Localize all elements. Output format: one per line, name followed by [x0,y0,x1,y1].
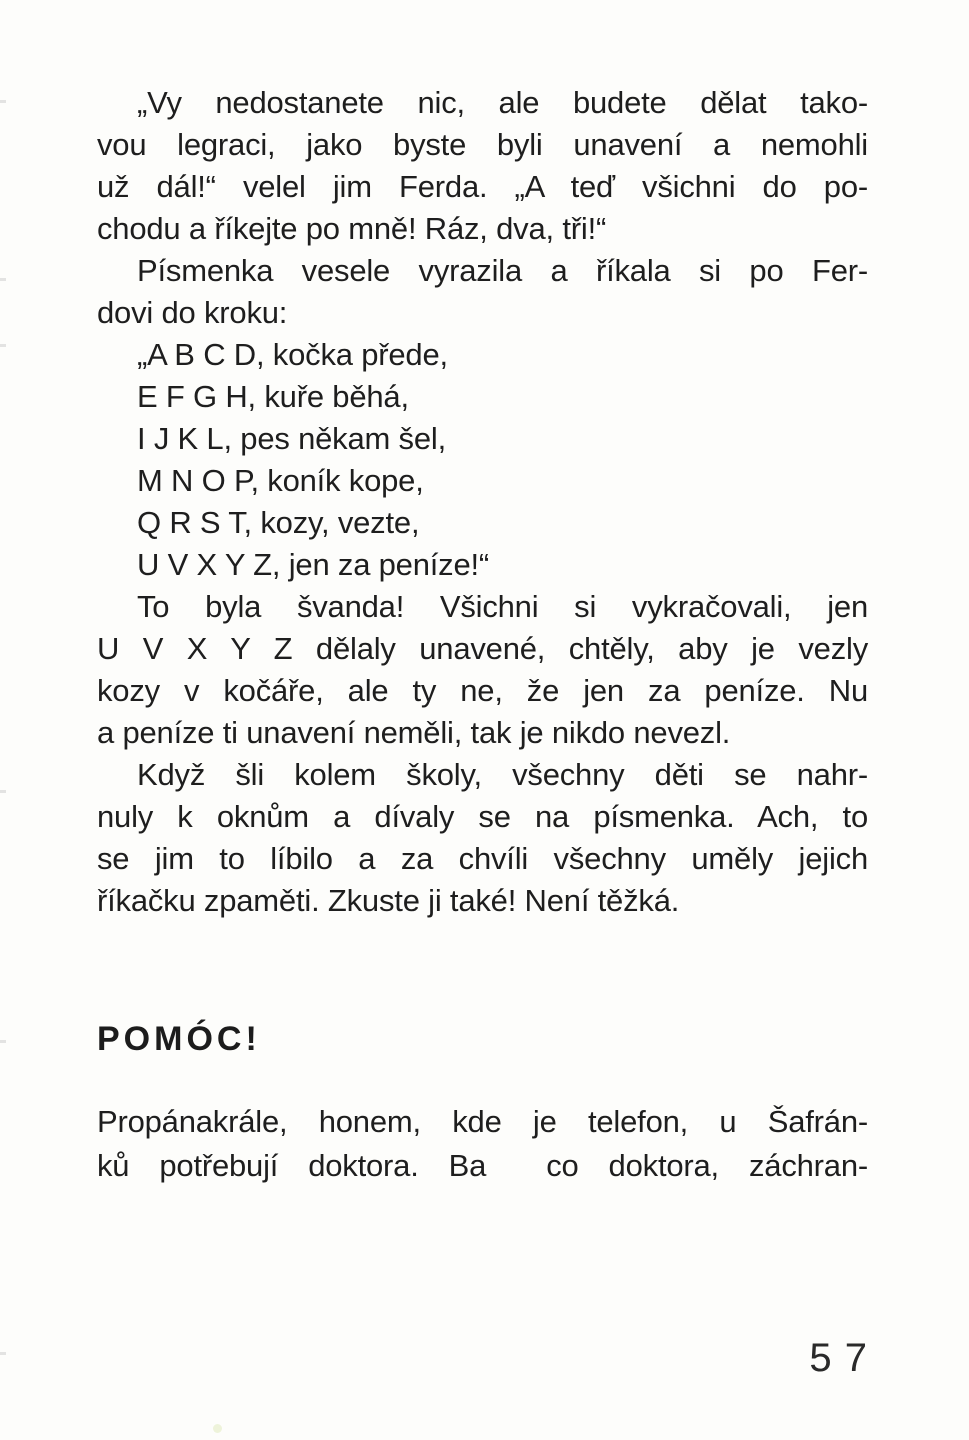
verse-line: „A B C D, kočka přede, [137,337,448,372]
story-line: Písmenka vesele vyrazila a říkala si po Fer- [137,253,868,288]
page-number: 5 7 [809,1336,868,1380]
scan-artifact [0,278,6,281]
story-line: Když šli kolem školy, všechny děti se nahr- [137,757,868,792]
story-line: U V X Y Z dělaly unavené, chtěly, aby je vezly [97,631,868,666]
story-line: ků potřebují doktora. Ba co doktora, záchran- [97,1148,868,1183]
story-line: Propánakrále, honem, kde je telefon, u Šafrán- [97,1104,868,1139]
scan-speck [213,1424,222,1433]
story-text-block [97,82,868,922]
story-line: To byla švanda! Všichni si vykračovali, jen [137,589,868,624]
scan-artifact [0,1040,6,1043]
story-line: říkačku zpaměti. Zkuste ji také! Není těžká. [97,883,680,918]
verse-line: I J K L, pes někam šel, [137,421,446,456]
story-line: kozy v kočáře, ale ty ne, že jen za peníze. Nu [97,673,868,708]
story-line: už dál!“ velel jim Ferda. „A teď všichni do po- [97,169,868,204]
scan-artifact [0,790,6,793]
story-line: dovi do kroku: [97,295,288,330]
story-line: se jim to líbilo a za chvíli všechny uměly jejich [97,841,868,876]
verse-line: M N O P, koník kope, [137,463,424,498]
story-line: „Vy nedostanete nic, ale budete dělat tako- [137,85,868,120]
verse-line: E F G H, kuře běhá, [137,379,409,414]
scan-artifact [0,344,6,347]
verse-line: U V X Y Z, jen za peníze!“ [137,547,490,582]
scan-artifact [0,1352,6,1355]
story-line: nuly k oknům a dívaly se na písmenka. Ach, to [97,799,868,834]
story-line: a peníze ti unavení neměli, tak je nikdo nevezl. [97,715,731,750]
scan-artifact [0,100,6,103]
story-line: vou legraci, jako byste byli unavení a nemohli [97,127,868,162]
rescue-text-block [97,1100,868,1188]
chapter-heading: POMÓC! [97,1020,261,1058]
verse-line: Q R S T, kozy, vezte, [137,505,420,540]
story-line: chodu a říkejte po mně! Ráz, dva, tři!“ [97,211,607,246]
